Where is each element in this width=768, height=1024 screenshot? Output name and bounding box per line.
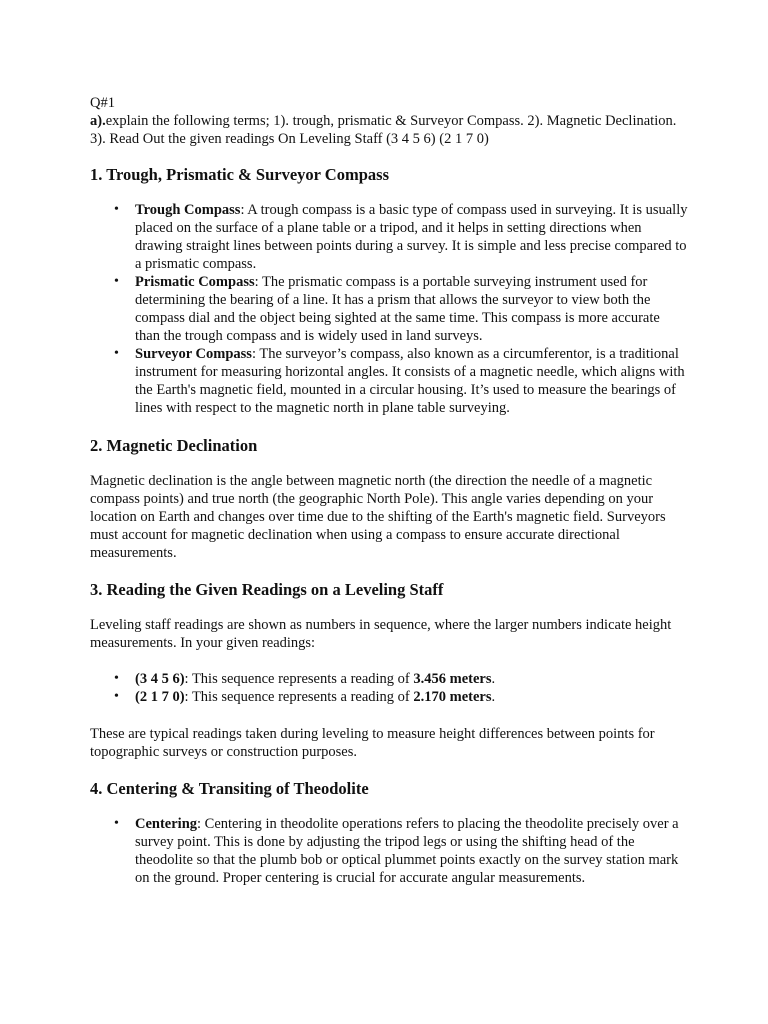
term-description: : The surveyor’s compass, also known as a circumferentor, is a traditional instrument for measuring horizontal angles. It consists of a magnetic needle, which aligns with the Earth's magnetic field, mounted in a circular housing. It’s used to measure the bearings of lines with respect to the magnetic north in plane table surveying.: [135, 346, 685, 416]
leveling-intro-paragraph: Leveling staff readings are shown as numbers in sequence, where the larger numbers indicate height measurements. In your given readings:: [90, 617, 672, 651]
section-heading-leveling-staff: 3. Reading the Given Readings on a Leveling Staff: [90, 580, 444, 599]
theodolite-list: [90, 815, 688, 887]
list-item: [135, 688, 688, 706]
list-item: [135, 345, 688, 417]
term-label: Trough Compass: [135, 202, 241, 218]
reading-description: : This sequence represents a reading of: [184, 689, 414, 705]
reading-sequence: (2 1 7 0): [135, 689, 185, 705]
term-label: Centering: [135, 816, 198, 832]
reading-value: 3.456 meters: [413, 671, 492, 687]
term-description: : A trough compass is a basic type of compass used in surveying. It is usually placed on the surface of a plane table or a tripod, and it helps in setting directions when drawing straight lines between points during a survey. It is simple and less precise compared to a prismatic compass.: [135, 202, 688, 272]
leveling-closing-paragraph: These are typical readings taken during leveling to measure height differences between points for topographic surveys or construction purposes.: [90, 726, 655, 760]
compass-list: [90, 201, 688, 417]
reading-value: 2.170 meters: [413, 689, 492, 705]
term-description: : Centering in theodolite operations refers to placing the theodolite precisely over a survey point. This is done by adjusting the tripod legs or using the shifting head of the theodolite so that the plumb bob or optical plummet points exactly on the survey station mark on the ground. Proper centering is crucial for accurate angular measurements.: [135, 816, 679, 886]
sentence-end: .: [491, 689, 496, 705]
list-item: [135, 201, 688, 273]
list-item: [135, 670, 688, 688]
term-description: : The prismatic compass is a portable surveying instrument used for determining the bearing of a line. It has a prism that allows the surveyor to view both the compass dial and the object being sighted at the same time. This compass is more accurate than the trough compass and is widely used in land surveys.: [135, 274, 660, 344]
readings-list: [90, 670, 688, 706]
list-item: [135, 815, 688, 887]
question-body: explain the following terms; 1). trough, prismatic & Surveyor Compass. 2). Magnetic Declination. 3). Read Out the given readings On Leveling Staff (3 4 5 6) (2 1 7 0): [90, 113, 677, 147]
question-text: [90, 112, 688, 148]
section-heading-compass: 1. Trough, Prismatic & Surveyor Compass: [90, 165, 389, 184]
document-page: [90, 94, 688, 906]
list-item: [135, 273, 688, 345]
term-label: Surveyor Compass: [135, 346, 252, 362]
declination-paragraph: Magnetic declination is the angle between magnetic north (the direction the needle of a magnetic compass points) and true north (the geographic North Pole). This angle varies depending on your location on Earth and changes over time due to the shifting of the Earth's magnetic field. Surveyors must account for magnetic declination when using a compass to ensure accurate directional measurements.: [90, 473, 666, 561]
question-part-label: a).: [90, 113, 106, 129]
reading-sequence: (3 4 5 6): [135, 671, 185, 687]
reading-description: : This sequence represents a reading of: [184, 671, 414, 687]
term-label: Prismatic Compass: [135, 274, 255, 290]
section-heading-theodolite: 4. Centering & Transiting of Theodolite: [90, 779, 369, 798]
sentence-end: .: [491, 671, 496, 687]
section-heading-declination: 2. Magnetic Declination: [90, 436, 258, 455]
question-number: Q#1: [90, 95, 115, 111]
